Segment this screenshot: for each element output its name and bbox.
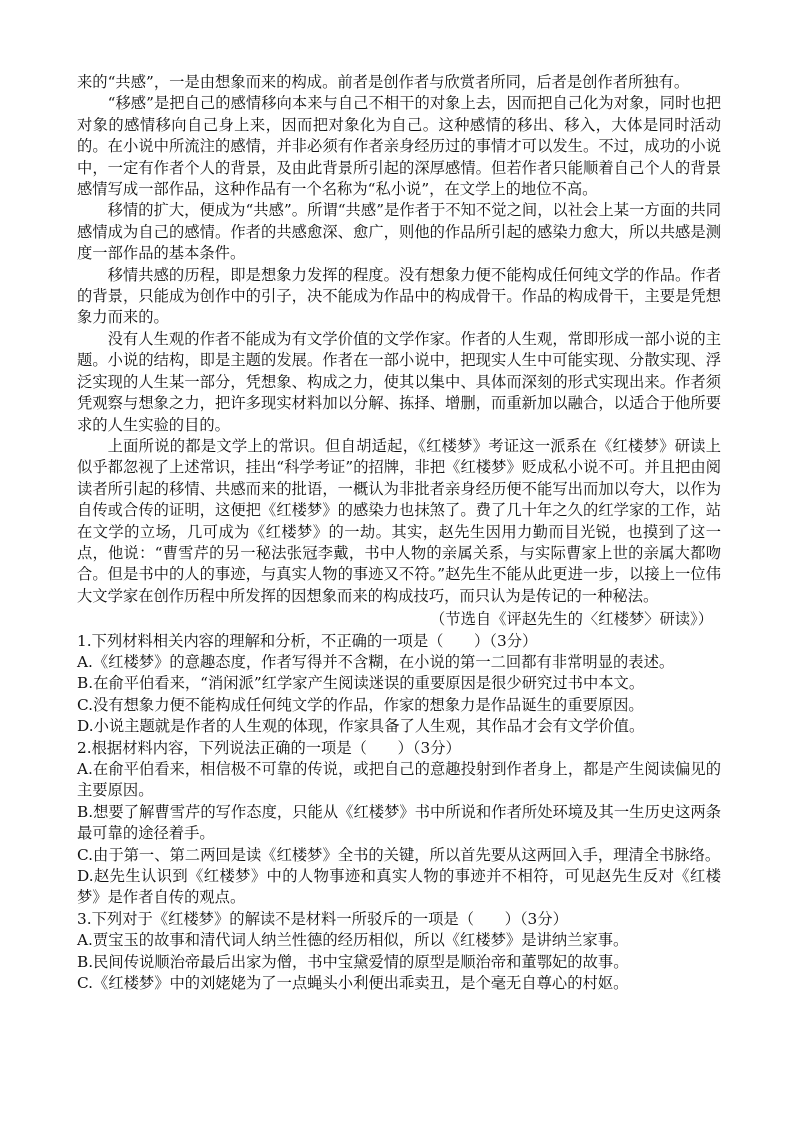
question-option-c: C.没有想象力便不能构成任何纯文学的作品，作家的想象力是作品诞生的重要原因。 xyxy=(77,695,644,714)
question-3 xyxy=(77,909,721,995)
question-option-d: D.赵先生认识到《红楼梦》中的人物事迹和真实人物的事迹并不相符，可见赵先生反对《红楼梦》是作者自传的观点。 xyxy=(77,867,721,907)
question-option-d: D.小说主题就是作者的人生观的体现，作家具备了人生观，其作品才会有文学价值。 xyxy=(77,717,645,736)
question-2 xyxy=(77,738,721,909)
question-stem: 2.根据材料内容，下列说法正确的一项是（ ）（3分） xyxy=(77,738,461,757)
passage-source: （节选自《评赵先生的〈红楼梦〉研读》） xyxy=(430,610,713,629)
passage-paragraph: 来的“共感”，一是由想象而来的构成。前者是创作者与欣赏者所同，后者是创作者所独有。 xyxy=(77,73,690,91)
question-option-c: C.由于第一、第二两回是读《红楼梦》全书的关键，所以首先要从这两回入手，理清全书脉络。 xyxy=(77,845,721,864)
question-option-a: A.贾宝玉的故事和清代词人纳兰性德的经历相似，所以《红楼梦》是讲纳兰家事。 xyxy=(77,931,629,950)
question-option-b: B.在俞平伯看来，“消闲派”红学家产生阅读迷误的重要原因是很少研究过书中本文。 xyxy=(77,674,645,693)
question-stem: 1.下列材料相关内容的理解和分析，不正确的一项是（ ）（3分） xyxy=(77,631,538,650)
passage-paragraph: “移感”是把自己的感情移向本来与自己不相干的对象上去，因而把自己化为对象，同时也把对象的感情移向自己身上来，因而把对象化为自己。这种感情的移出、移入，大体是同时活动的。在小说中所流注的感情，并非必须有作者亲身经历过的事情才可以发生。不过，成功的小说中，一定有作者个人的背景，及由此背景所引起的深厚感情。但若作者只能顺着自己个人的背景感情写成一部作品，这种作品有一个名称为“私小说”，在文学上的地位不高。 xyxy=(77,94,721,199)
question-option-c: C.《红楼梦》中的刘姥姥为了一点蝇头小利便出乖卖丑，是个毫无自尊心的村妪。 xyxy=(77,974,629,993)
passage-paragraph: 移情的扩大，便成为“共感”。所谓“共感”是作者于不知不觉之间，以社会上某一方面的共同感情成为自己的感情。作者的共感愈深、愈广，则他的作品所引起的感染力愈大，所以共感是测度一部作品的基本条件。 xyxy=(77,201,721,263)
passage-paragraph: 移情共感的历程，即是想象力发挥的程度。没有想象力便不能构成任何纯文学的作品。作者的背景，只能成为创作中的引子，决不能成为作品中的构成骨干。作品的构成骨干，主要是凭想象力而来的。 xyxy=(77,265,721,327)
passage-paragraph: 上面所说的都是文学上的常识。但自胡适起，《红楼梦》考证这一派系在《红楼梦》研读上似乎都忽视了上述常识，挂出“科学考证”的招牌，非把《红楼梦》贬成私小说不可。并且把由阅读者所引起的移情、共感而来的批语，一概认为非批者亲身经历便不能写出而加以夸大，以作为自传或合传的证明，这便把《红楼梦》的感染力也抹煞了。费了几十年之久的红学家的工作，站在文学的立场，几可成为《红楼梦》的一劫。其实，赵先生因用力勤而目光锐，也摸到了这一点，他说：“曹雪芹的另一秘法张冠李戴，书中人物的亲属关系，与实际曹家上世的亲属大都吻合。但是书中的人的事迹，与真实人物的事迹又不符。”赵先生不能从此更进一步，以接上一位伟大文学家在创作历程中所发挥的因想象而来的构成技巧，而只认为是传记的一种秘法。 xyxy=(77,436,721,605)
question-option-b: B.民间传说顺治帝最后出家为僧，书中宝黛爱情的原型是顺治帝和董鄂妃的故事。 xyxy=(77,952,629,971)
question-1 xyxy=(77,631,721,738)
question-option-a: A.在俞平伯看来，相信极不可靠的传说，或把自己的意趣投射到作者身上，都是产生阅读偏见的主要原因。 xyxy=(77,760,721,800)
question-option-a: A.《红楼梦》的意趣态度，作者写得并不含糊，在小说的第一二回都有非常明显的表述。 xyxy=(77,652,675,671)
passage-paragraph: 没有人生观的作者不能成为有文学价值的文学作家。作者的人生观，常即形成一部小说的主题。小说的结构，即是主题的发展。作者在一部小说中，把现实人生中可能实现、分散实现、浮泛实现的人生某一部分，凭想象、构成之力，使其以集中、具体而深刻的形式实现出来。作者须凭观察与想象之力，把许多现实材料加以分解、拣择、增删，而重新加以融合，以适合于他所要求的人生实验的目的。 xyxy=(77,329,721,434)
question-stem: 3.下列对于《红楼梦》的解读不是材料一所驳斥的一项是（ ）（3分） xyxy=(77,909,568,928)
question-option-b: B.想要了解曹雪芹的写作态度，只能从《红楼梦》书中所说和作者所处环境及其一生历史这两条最可靠的途径着手。 xyxy=(77,802,721,843)
passage xyxy=(77,72,721,631)
document-page xyxy=(77,72,721,994)
